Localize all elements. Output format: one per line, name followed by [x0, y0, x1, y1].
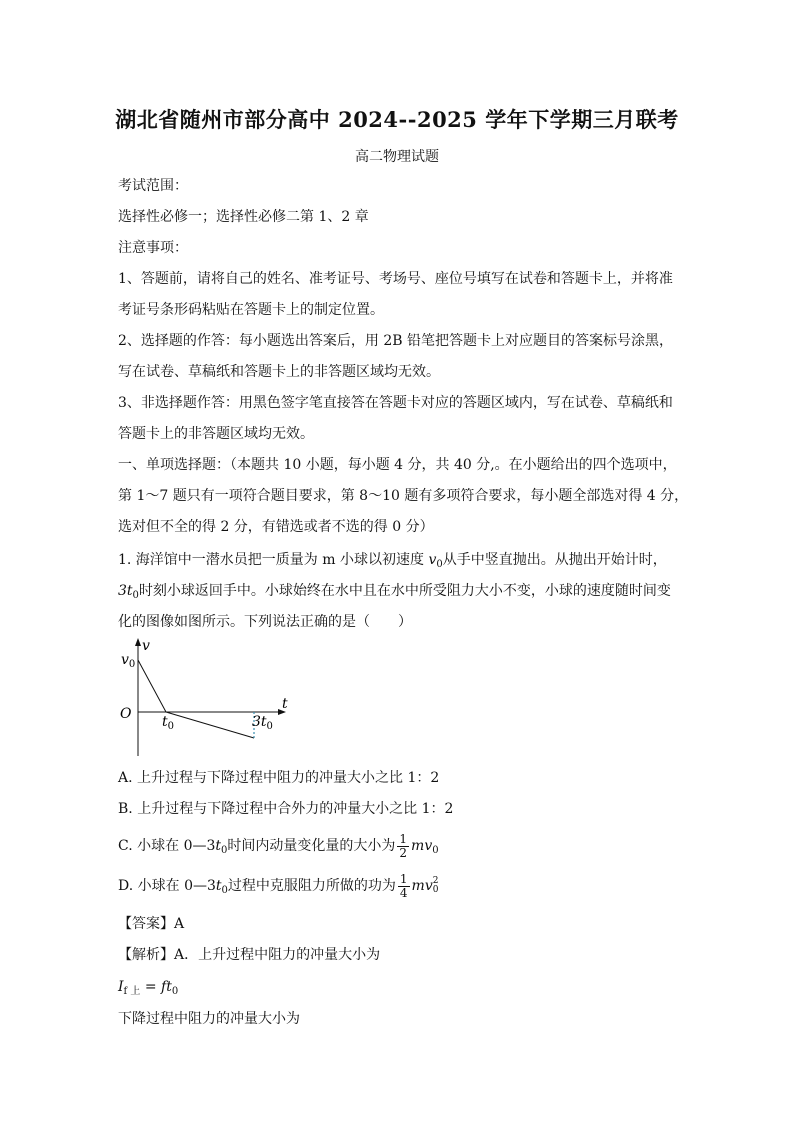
- option-d-text: D. 小球在 0—3: [118, 878, 216, 894]
- option-c-fraction: [397, 833, 409, 860]
- notes-label: 注意事项：: [118, 240, 188, 256]
- note-3-line-2: 答题卡上的非答题区域均无效。: [118, 426, 314, 442]
- option-c-num: 1: [399, 831, 408, 846]
- question-1-line-3: 化的图像如图所示。下列说法正确的是（ ）: [118, 614, 412, 630]
- page-title: 湖北省随州市部分高中 2024--2025 学年下学期三月联考: [115, 107, 679, 132]
- q1-v0-sub: 0: [436, 559, 443, 570]
- v-axis-label: v: [142, 638, 150, 654]
- t-axis-label: t: [282, 696, 288, 712]
- option-d-expr: mv: [411, 878, 433, 894]
- note-3-line-1: 3、非选择题作答：用黑色签字笔直接答在答题卡对应的答题区域内，写在试卷、草稿纸和: [118, 395, 673, 411]
- ascent-segment: [138, 660, 166, 712]
- section-heading-line-3: 选对但不全的得 2 分，有错选或者不选的得 0 分）: [118, 519, 434, 535]
- formula-I-sub: f 上: [123, 986, 141, 997]
- descent-segment: [166, 712, 254, 738]
- velocity-time-graph: [118, 638, 298, 760]
- option-d: [118, 872, 678, 905]
- analysis-line: 【解析】A．上升过程中阻力的冲量大小为: [118, 947, 381, 963]
- question-1-line-1: [118, 550, 678, 575]
- option-c-t: t: [215, 838, 222, 854]
- option-d-expr-sub: 0: [432, 885, 439, 895]
- option-d-num: 1: [399, 871, 408, 886]
- option-c: [118, 832, 678, 865]
- t0-label: $t_0$: [162, 714, 175, 732]
- option-d-den: 4: [399, 885, 408, 900]
- formula-rhs: = ft: [140, 979, 172, 995]
- option-c-expr-sub: 0: [432, 845, 439, 856]
- option-c-mid: 时间内动量变化量的大小为: [227, 838, 396, 854]
- scope-value: 选择性必修一；选择性必修二第 1、2 章: [118, 209, 369, 225]
- section-heading-line-1: 一、单项选择题：（本题共 10 小题，每小题 4 分，共 40 分,。在小题给出的四个选项中，: [118, 457, 677, 473]
- option-c-t-sub: 0: [221, 845, 228, 856]
- scope-label: 考试范围：: [118, 178, 188, 194]
- note-1-line-2: 考证号条形码粘贴在答题卡上的制定位置。: [118, 302, 384, 318]
- q1-text-b: 从手中竖直抛出。从抛出开始计时，: [442, 552, 667, 568]
- v0-label: $v_0$: [121, 652, 136, 670]
- q1-3t0: 3t: [118, 583, 133, 599]
- option-d-mid: 过程中克服阻力所做的功为: [227, 878, 396, 894]
- note-1-line-1: 1、答题前，请将自己的姓名、准考证号、考场号、座位号填写在试卷和答题卡上，并将准: [118, 271, 673, 287]
- origin-label: O: [120, 706, 132, 722]
- q1-3t0-sub: 0: [132, 590, 139, 601]
- note-2-line-2: 写在试卷、草稿纸和答题卡上的非答题区域均无效。: [118, 364, 440, 380]
- q1-text-a: 1. 海洋馆中一潜水员把一质量为 m 小球以初速度: [118, 552, 429, 568]
- q1-v0: v: [428, 552, 437, 568]
- q1-text-c: 时刻小球返回手中。小球始终在水中且在水中所受阻力大小不变，小球的速度随时间变: [138, 583, 671, 599]
- note-2-line-1: 2、选择题的作答：每小题选出答案后，用 2B 铅笔把答题卡上对应题目的答案标号涂黑，: [118, 333, 674, 349]
- 3t0-label: $3t_0$: [252, 714, 273, 732]
- formula-I: I: [118, 979, 124, 995]
- option-a: A. 上升过程与下降过程中阻力的冲量大小之比 1：2: [118, 770, 440, 786]
- v-axis-arrow-icon: [135, 638, 141, 646]
- section-heading-line-2: 第 1～7 题只有一项符合题目要求，第 8～10 题有多项符合要求，每小题全部选对得 4 分，: [118, 488, 689, 504]
- option-b: B. 上升过程与下降过程中合外力的冲量大小之比 1：2: [118, 801, 454, 817]
- option-d-fraction: [398, 873, 410, 900]
- option-d-t-sub: 0: [221, 885, 228, 896]
- answer-label: 【答案】A: [118, 916, 185, 932]
- impulse-formula: [118, 977, 678, 1002]
- page-subtitle: 高二物理试题: [355, 149, 439, 165]
- option-d-expr-scripts: [433, 877, 439, 895]
- option-d-expr-sup: 2: [432, 876, 439, 886]
- question-1-line-2: [118, 581, 678, 606]
- option-d-t: t: [215, 878, 222, 894]
- option-c-expr: mv: [411, 838, 433, 854]
- option-c-text: C. 小球在 0—3: [118, 838, 216, 854]
- descent-impulse-line: 下降过程中阻力的冲量大小为: [118, 1011, 300, 1027]
- option-c-den: 2: [399, 845, 408, 860]
- formula-rhs-sub: 0: [171, 986, 179, 997]
